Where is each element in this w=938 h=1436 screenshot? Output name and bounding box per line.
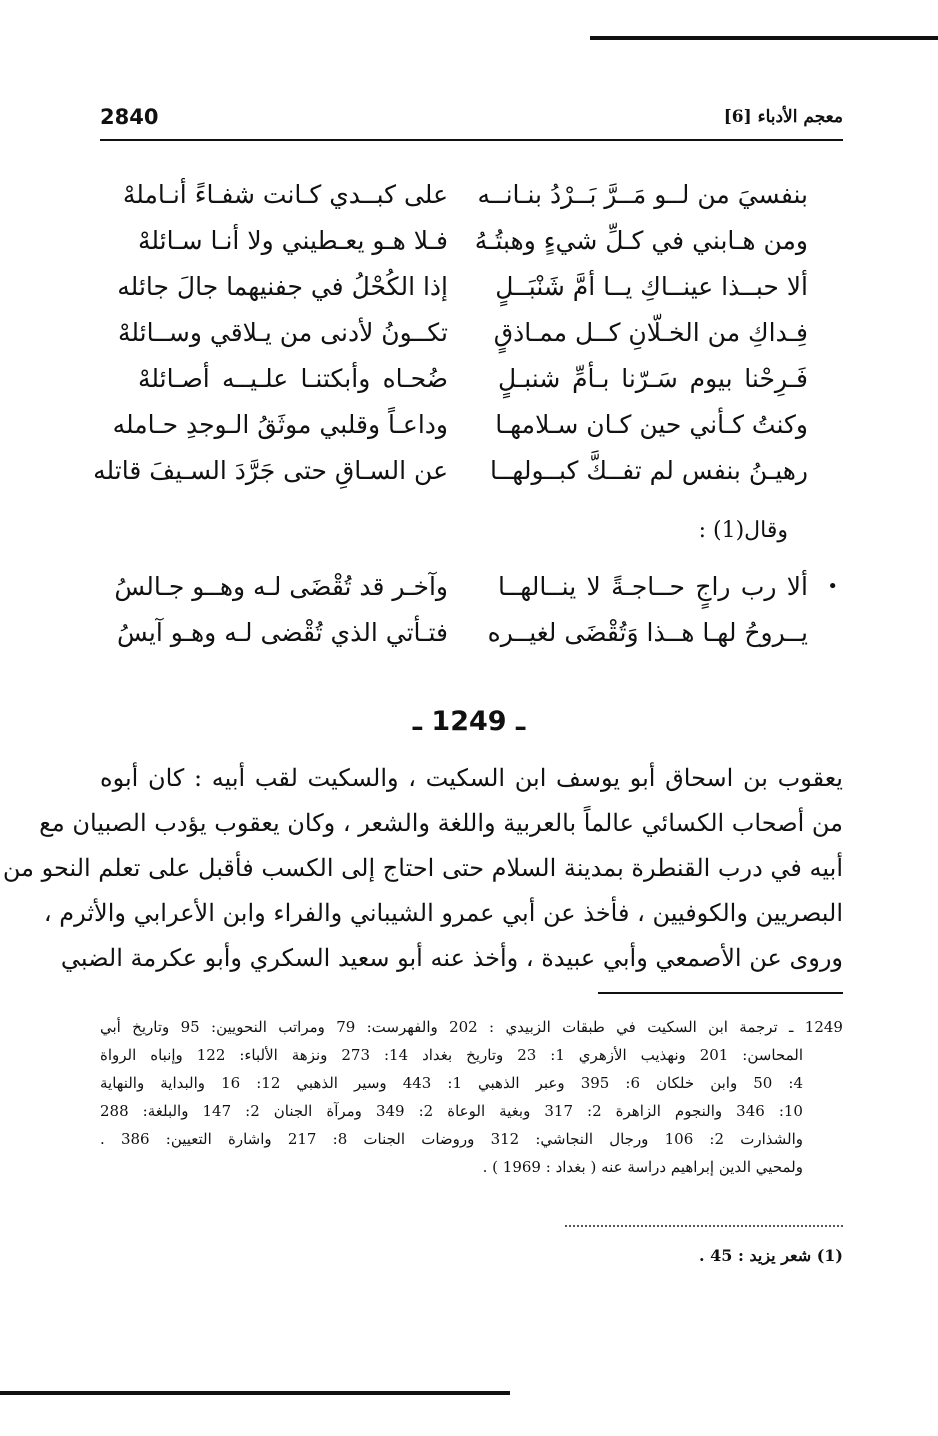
footnotes xyxy=(100,1013,843,1181)
verse-first-hemistich: بنفسيَ من لــو مَــرَّ بَــرْدُ بنـانــه xyxy=(477,180,808,209)
bullet-mark: • xyxy=(827,576,838,597)
bottom-border-rule xyxy=(0,1391,510,1395)
footnote-line: المحاسن: 201 ونهذيب الأزهري 1: 23 وتاريخ بغداد 14: 273 ونزهة الألباء: 122 وإنباه الرواة xyxy=(100,1046,804,1064)
entry-number: ـ 1249 ـ xyxy=(412,706,526,737)
verse-line xyxy=(100,364,843,404)
page-number: 2840 xyxy=(100,105,159,129)
verse-first-hemistich: ومن هـابني في كـلِّ شيءٍ وهبتُـهُ xyxy=(474,226,808,255)
header-divider xyxy=(100,139,843,141)
footnote-divider xyxy=(598,992,843,994)
top-border-rule xyxy=(590,36,938,40)
body-line: البصريين والكوفيين ، فأخذ عن أبي عمرو الشيباني والفراء وابن الأعرابي والأثرم ، xyxy=(43,899,843,927)
verse-second-hemistich: وآخـر قد تُقْضَى لـه وهــو جـالسُ xyxy=(114,572,448,601)
entry-body xyxy=(2,756,843,981)
footnote-line: 1249 ـ ترجمة ابن السكيت في طبقات الزبيدي : 202 والفهرست: 79 ومراتب النحويين: 95 وتاريخ أبي xyxy=(100,1018,843,1036)
verse-second-hemistich: عن السـاقِ حتى جَرَّدَ السـيفَ قاتله xyxy=(93,456,448,485)
verse-first-hemistich: فِـداكِ من الخـلّانِ كــل ممـاذقٍ xyxy=(493,318,808,347)
footnote-1: (1) شعر يزيد : 45 . xyxy=(699,1246,843,1265)
verse-line xyxy=(100,318,843,358)
running-title: معجم الأدباء [6] xyxy=(723,107,843,127)
verse-line xyxy=(100,572,843,612)
poem-intro: وقال(1) : xyxy=(698,518,788,543)
footnote-line: والشذارت 2: 106 ورجال النجاشي: 312 وروضات الجنات 8: 217 واشارة التعيين: 386 . xyxy=(100,1130,803,1148)
body-line: من أصحاب الكسائي عالماً بالعربية واللغة والشعر ، وكان يعقوب يؤدب الصبيان مع xyxy=(39,809,843,837)
verse-second-hemistich: تكــونُ لأدنى من يـلاقي وســائلهْ xyxy=(118,318,448,347)
verse-first-hemistich: رهيـنُ بنفس لم تفــكَّ كبــولهــا xyxy=(490,456,808,485)
verse-second-hemistich: فتـأتي الذي تُقْضى لـه وهـو آيسُ xyxy=(117,618,448,647)
verse-first-hemistich: فَـرِحْنا بيوم سَـرّنا بـأمِّ شنبـلٍ xyxy=(498,364,808,393)
page-header xyxy=(100,105,843,135)
verse-second-hemistich: على كبــدي كـانت شفـاءً أنـاملهْ xyxy=(122,180,448,209)
dotted-separator xyxy=(565,1225,843,1227)
footnote-line: 4: 50 وابن خلكان 6: 395 وعبر الذهبي 1: 443 وسير الذهبي 12: 16 والبداية والنهاية xyxy=(100,1074,803,1092)
verse-second-hemistich: ضُحـاه وأبكتنـا علـيــه أصـائلهْ xyxy=(138,364,448,393)
verse-line xyxy=(100,410,843,450)
verse-first-hemistich: ألا حبــذا عينــاكِ يــا أمَّ شَنْبَــلٍ xyxy=(495,272,808,301)
verse-second-hemistich: إذا الكُحْلُ في جفنيهما جالَ جائله xyxy=(117,272,448,301)
footnote-line: ولمحيي الدين إبراهيم دراسة عنه ( بغداد : 1969 ) . xyxy=(482,1158,803,1176)
body-line: وروى عن الأصمعي وأبي عبيدة ، وأخذ عنه أبو سعيد السكري وأبو عكرمة الضبي xyxy=(60,944,843,972)
body-line: أبيه في درب القنطرة بمدينة السلام حتى احتاج إلى الكسب فأقبل على تعلم النحو من xyxy=(2,854,843,882)
verse-second-hemistich: وداعـاً وقلبي موثَقُ الـوجدِ حـامله xyxy=(112,410,448,439)
verse-first-hemistich: ألا رب راجٍ حــاجـةً لا ينــالهــا xyxy=(498,572,808,601)
verse-line xyxy=(100,226,843,266)
verse-line xyxy=(93,456,843,496)
verse-first-hemistich: يــروحُ لهـا هــذا وَتُقْضَى لغيــره xyxy=(487,618,808,647)
verse-second-hemistich: فـلا هـو يعـطيني ولا أنـا سـائلهْ xyxy=(138,226,448,255)
verse-line xyxy=(100,272,843,312)
verse-first-hemistich: وكنتُ كـأني حين كـان سـلامهـا xyxy=(495,410,808,439)
verse-line xyxy=(100,618,843,658)
verse-line xyxy=(100,180,843,220)
body-line: يعقوب بن اسحاق أبو يوسف ابن السكيت ، والسكيت لقب أبيه : كان أبوه xyxy=(100,764,843,792)
footnote-line: 10: 346 والنجوم الزاهرة 2: 317 وبغية الوعاة 2: 349 ومرآة الجنان 2: 147 والبلغة: 288 xyxy=(100,1102,803,1120)
